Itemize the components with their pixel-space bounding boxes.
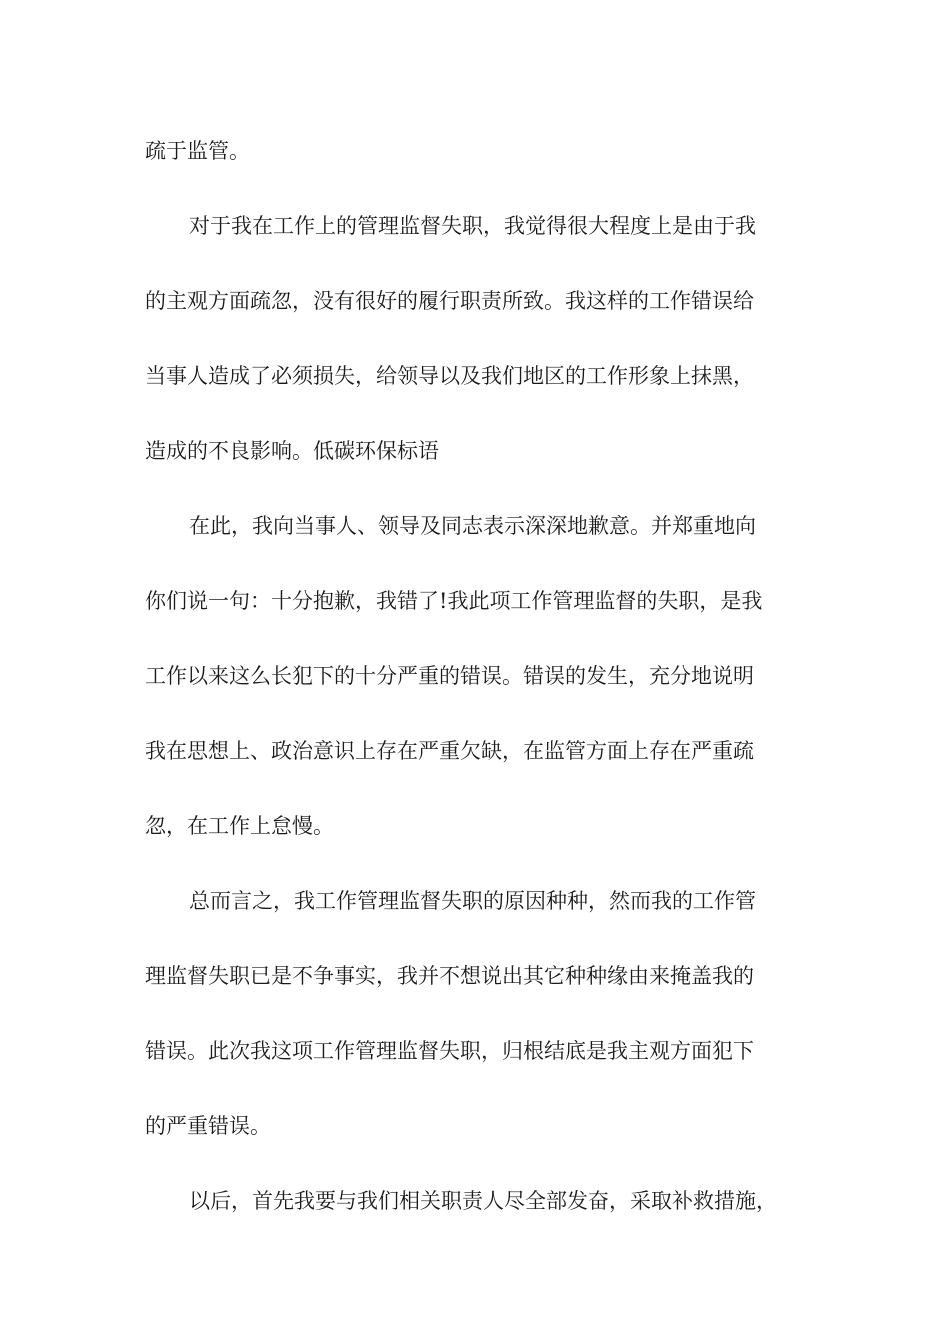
text-line: 的严重错误。 bbox=[145, 1114, 271, 1138]
text-line: 疏于监管。 bbox=[145, 139, 250, 163]
paragraph-first-line: 在此，我向当事人、领导及同志表示深深地歉意。并郑重地向 bbox=[189, 514, 756, 538]
text-line: 造成的不良影响。低碳环保标语 bbox=[145, 439, 439, 463]
text-line: 的主观方面疏忽，没有很好的履行职责所致。我这样的工作错误给 bbox=[145, 289, 754, 313]
text-line: 错误。此次我这项工作管理监督失职，归根结底是我主观方面犯下 bbox=[145, 1039, 754, 1063]
text-line: 工作以来这么长犯下的十分严重的错误。错误的发生，充分地说明 bbox=[145, 664, 754, 688]
text-line: 我在思想上、政治意识上存在严重欠缺，在监管方面上存在严重疏 bbox=[145, 739, 754, 763]
paragraph-first-line: 对于我在工作上的管理监督失职，我觉得很大程度上是由于我 bbox=[189, 214, 756, 238]
text-line: 忽，在工作上怠慢。 bbox=[145, 814, 334, 838]
text-line: 你们说一句：十分抱歉，我错了!我此项工作管理监督的失职，是我 bbox=[145, 589, 763, 613]
text-line: 当事人造成了必须损失，给领导以及我们地区的工作形象上抹黑， bbox=[145, 364, 754, 388]
text-line: 理监督失职已是不争事实，我并不想说出其它种种缘由来掩盖我的 bbox=[145, 964, 754, 988]
paragraph-first-line: 总而言之，我工作管理监督失职的原因种种，然而我的工作管 bbox=[189, 889, 756, 913]
paragraph-first-line: 以后，首先我要与我们相关职责人尽全部发奋，采取补救措施， bbox=[189, 1189, 777, 1213]
